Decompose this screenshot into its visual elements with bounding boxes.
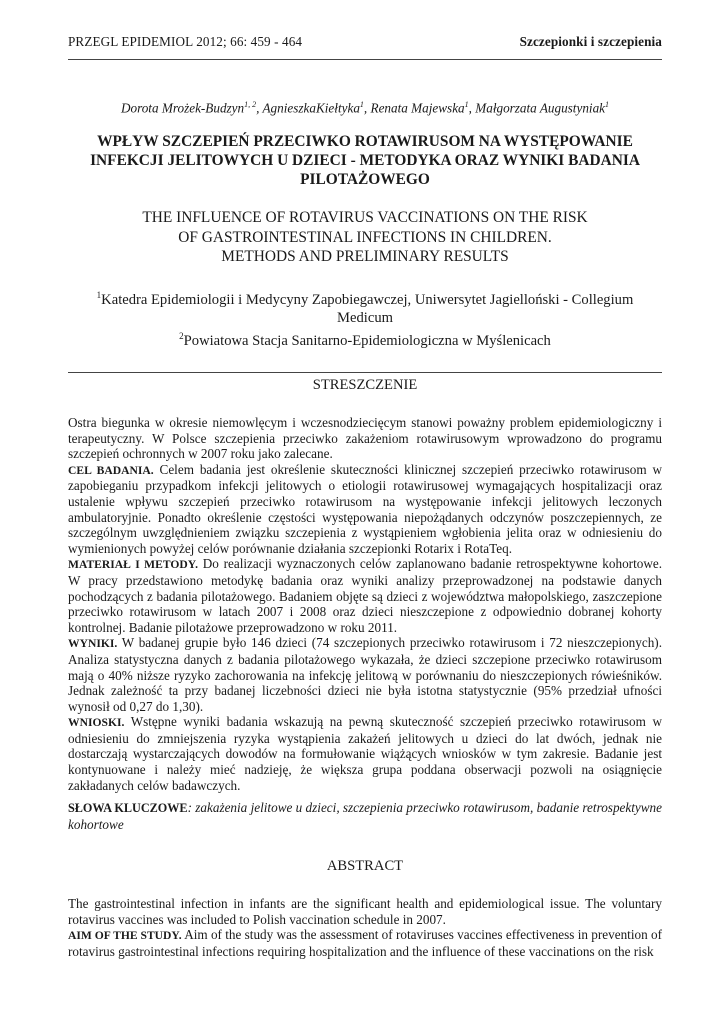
keywords-label: SŁOWA KLUCZOWE [68, 801, 188, 815]
author-name: Małgorzata Augustyniak [475, 100, 606, 116]
affiliation-text: Powiatowa Stacja Sanitarno-Epidemiologiczna w Myślenicach [183, 332, 551, 349]
paragraph-label: WYNIKI. [68, 637, 118, 651]
paragraph-text: W badanej grupie było 146 dzieci (74 szczepionych przeciwko rotawirusom i 72 nieszczepionych). Analiza statystyczna danych z badania pilotażowego wykazała, że dzieci szczepione przeciwko rotawirusom mają o 40% niższe ryzyko zachorowania na infekcję jelitową w porównaniu do nieszczepionych rówieśników. Jednak zależność ta przy badanej liczebności dzieci nie była istotna statystycznie (95% przedział ufności wynosił od 0,27 do 1,30). [68, 635, 662, 714]
title-polish [68, 132, 662, 189]
header-divider [68, 59, 662, 60]
author-name: Dorota Mrożek-Budzyn [120, 100, 245, 116]
affiliation-1 [68, 286, 662, 309]
author-list: Dorota Mrożek-Budzyn$^{1, 2}$, AgnieszkaKiełtyka$^1$, Renata Majewska$^1$, Małgorzata Augustyniak$^1$ [120, 100, 610, 116]
keywords-text: : zakażenia jelitowe u dzieci, szczepienia przeciwko rotawirusom, badanie retrospektywne kohortowe [68, 800, 662, 832]
title-english [68, 208, 662, 267]
author-affiliation: 1 [359, 100, 364, 109]
title-line: INFEKCJI JELITOWYCH U DZIECI - METODYKA ORAZ WYNIKI BADANIA [90, 152, 640, 169]
streszczenie-conclusions [68, 714, 662, 793]
streszczenie-body [68, 415, 662, 793]
abstract-heading: ABSTRACT [326, 858, 404, 874]
paragraph-text: Aim of the study was the assessment of rotaviruses vaccines effectiveness in prevention of rotavirus gastrointestinal infections requiring hospitalization and the influence of these vaccinations on the risk [68, 927, 662, 959]
author-affiliation: 1 [464, 100, 469, 109]
author-affiliation: 1, 2 [244, 100, 257, 109]
title-line: METHODS AND PRELIMINARY RESULTS [221, 248, 509, 265]
title-line: THE INFLUENCE OF ROTAVIRUS VACCINATIONS ON THE RISK [142, 209, 588, 226]
affiliation-number: 1 [96, 290, 102, 300]
paragraph-label: MATERIAŁ I METODY. [68, 558, 198, 572]
affiliations [68, 286, 662, 350]
affiliation-text: Medicum [337, 309, 393, 326]
paragraph-text: Wstępne wyniki badania wskazują na pewną skuteczność szczepień przeciwko rotawirusom w odniesieniu do zmniejszenia ryzyka wystąpienia zakażeń jelitowych u dzieci do lat dwóch, jednak nie dostarczają wystarczających dowodów na formułowanie wiążących wniosków w tym zakresie. Badanie jest kontynuowane i należy mieć nadzieję, że większa grupa poddana obserwacji pozwoli na osiągnięcie zakładanych celów badawczych. [68, 714, 662, 793]
streszczenie-methods [68, 556, 662, 635]
paragraph-label: AIM OF THE STUDY. [68, 929, 182, 943]
affiliation-text: Katedra Epidemiologii i Medycyny Zapobiegawczej, Uniwersytet Jagielloński - Collegium [101, 291, 634, 308]
affiliation-2 [68, 327, 662, 350]
paragraph-text: Do realizacji wyznaczonych celów zaplanowano badanie retrospektywne kohortowe. W pracy przedstawiono metodykę badania oraz wyniki analizy przeprowadzonej na podstawie danych pochodzących z badania pilotażowego. Badaniem objęte są dzieci z województwa małopolskiego, zaszczepione przeciwko rotawirusom w latach 2007 i 2008 oraz dzieci nieszczepione z odpowiednio dobranej kohorty kontrolnej. Badanie pilotażowe przeprowadzono w roku 2011. [68, 556, 662, 635]
paragraph-label: CEL BADANIA. [68, 463, 154, 477]
section-divider [68, 372, 662, 373]
streszczenie-aim [68, 462, 662, 557]
journal-citation: PRZEGL EPIDEMIOL 2012; 66: 459 - 464 [68, 34, 303, 49]
title-line: WPŁYW SZCZEPIEŃ PRZECIWKO ROTAWIRUSOM NA WYSTĘPOWANIE [97, 133, 633, 150]
paragraph-label: WNIOSKI. [68, 716, 125, 730]
abstract-body [68, 896, 662, 959]
author-name: AgnieszkaKiełtyka [262, 100, 360, 116]
streszczenie-heading: STRESZCZENIE [312, 377, 418, 393]
paragraph-text: Celem badania jest określenie skuteczności klinicznej szczepień przeciwko rotawirusom w zapobieganiu przypadkom infekcji jelitowych o etiologii rotawirusowej wymagających hospitalizacji oraz ustalenie wpływu szczepień przeciwko rotawirusom na występowanie infekcji jelitowych leczonych ambulatoryjnie. Ponadto określenie częstości występowania niepożądanych odczynów poszczepiennych, ze szczególnym uwzględnieniem związku szczepienia z wystąpieniem wgłobienia jelita oraz w odniesieniu do wymienionych powyżej celów porównanie działania szczepionki Rotarix i RotaTeq. [68, 461, 662, 556]
keywords [68, 800, 662, 832]
title-line: OF GASTROINTESTINAL INFECTIONS IN CHILDREN. [178, 228, 552, 246]
streszczenie-results [68, 635, 662, 714]
abstract-intro: The gastrointestinal infection in infants are the significant health and epidemiological issue. The voluntary rotavirus vaccines was included to Polish vaccination schedule in 2007. [68, 896, 662, 927]
author-affiliation: 1 [605, 100, 610, 109]
affiliation-number: 2 [179, 330, 184, 341]
running-header [68, 34, 662, 50]
streszczenie-intro: Ostra biegunka w okresie niemowlęcym i wczesnodziecięcym stanowi poważny problem epidemiologiczny i terapeutyczny. W Polsce szczepienia przeciwko zakażeniom rotawirusowym wprowadzono do programu szczepień ochronnych w 2007 roku jako zalecane. [68, 415, 662, 462]
title-line: PILOTAŻOWEGO [300, 171, 430, 188]
author-name: Renata Majewska [370, 100, 465, 116]
section-label: Szczepionki i szczepienia [519, 34, 662, 49]
abstract-aim [68, 927, 662, 959]
